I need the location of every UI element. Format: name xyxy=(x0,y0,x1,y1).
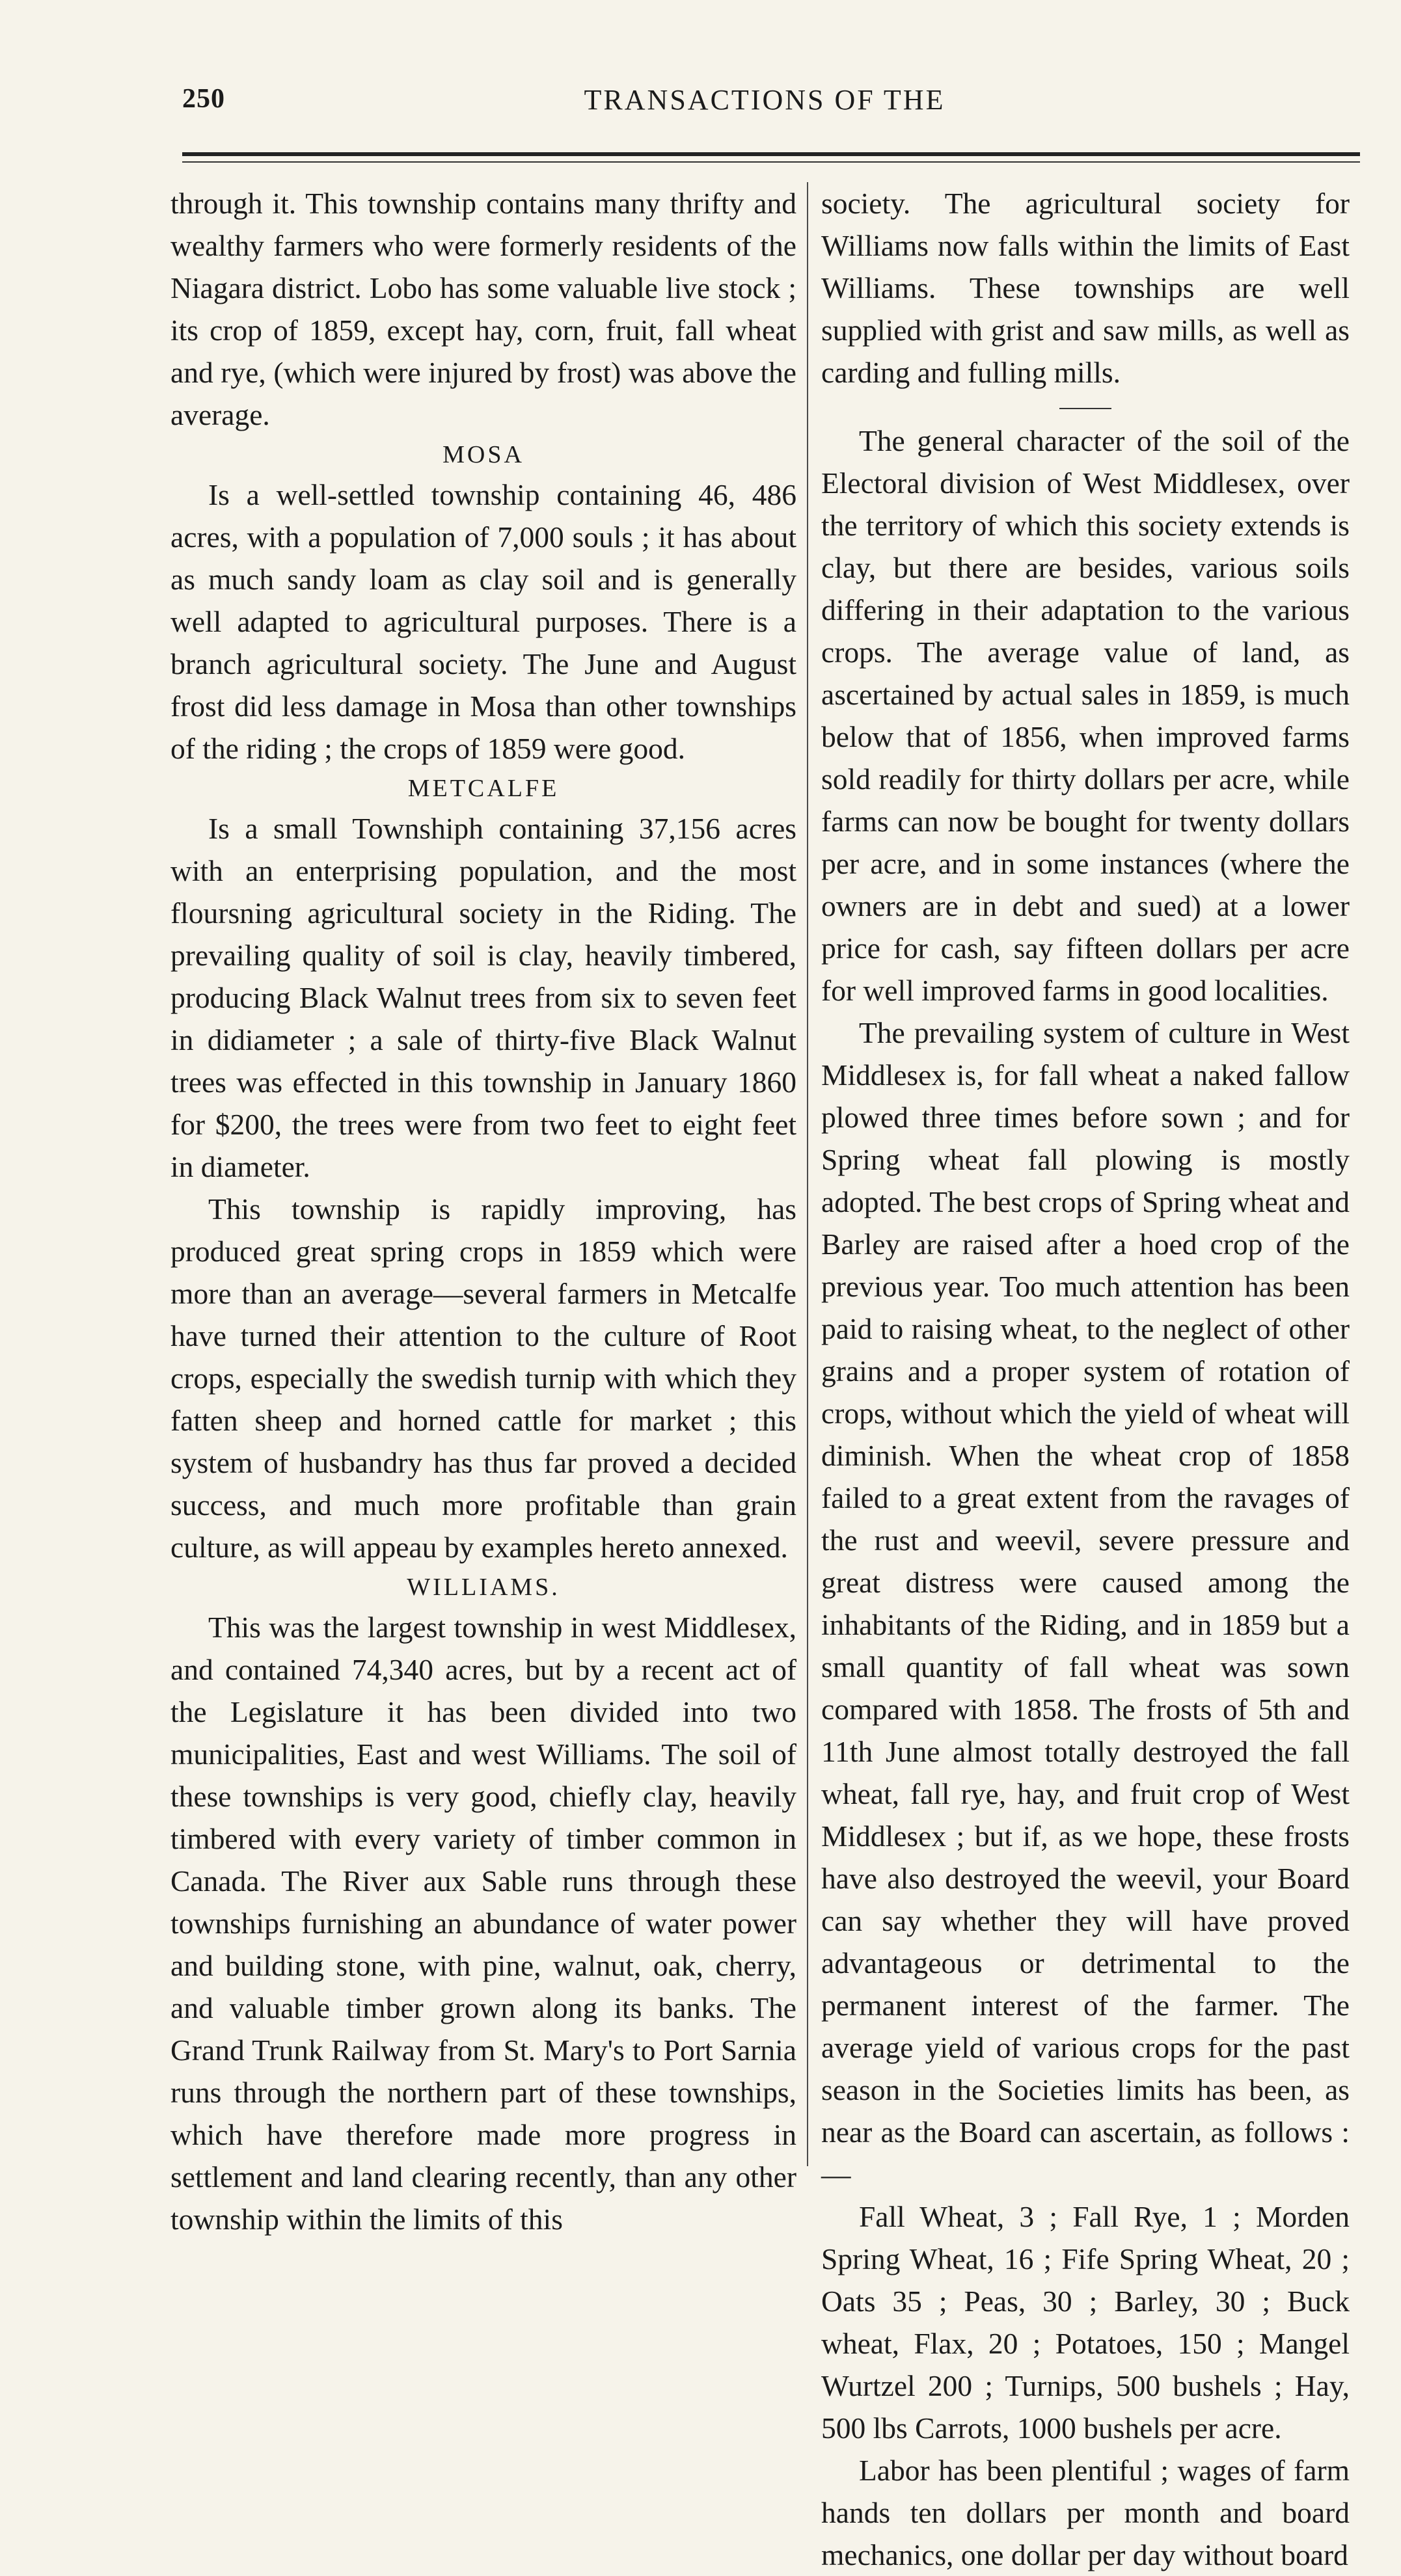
paragraph-metcalfe-2: This township is rapidly improving, has produced great spring crops in 1859 which were more than an average—several farmers in Metcalfe have turned their attention to the culture of Root crops, especially the swedish turnip with which they fatten sheep and horned cattle for market ; this system of husbandry has thus far proved a decided success, and much more profitable than grain culture, as will appeau by examples hereto annexed. xyxy=(170,1192,796,1564)
running-head: TRANSACTIONS OF THE xyxy=(584,84,945,116)
paragraph-society-continued: society. The agricultural society for Williams now falls within the limits of East Williams. These townships are well supplied with grist and saw mills, as well as carding and fulling mills. xyxy=(821,187,1350,389)
left-column xyxy=(170,182,796,2236)
header-rule-thin xyxy=(182,161,1360,163)
paragraph-mosa: Is a well-settled township containing 46, 486 acres, with a population of 7,000 souls ; it has about as much sandy loam as clay soil and is generally well adapted to agricultural purposes. There is a branch agricultural society. The June and August frost did less damage in Mosa than other townships of the riding ; the crops of 1859 were good. xyxy=(170,478,796,765)
paragraph-williams: This was the largest township in west Middlesex, and contained 74,340 acres, but by a recent act of the Legislature it has been divided into two municipalities, East and west Williams. The soil of these townships is very good, chiefly clay, heavily timbered with every variety of timber common in Canada. The River aux Sable runs through these townships furnishing an abundance of water power and building stone, with pine, walnut, oak, cherry, and valuable timber grown along its banks. The Grand Trunk Railway from St. Mary's to Port Sarnia runs through the northern part of these townships, which have therefore made more progress in settlement and land clearing recently, than any other township within the limits of this xyxy=(170,1611,796,2236)
paragraph-culture-system: The prevailing system of culture in West Middlesex is, for fall wheat a naked fallow plowed three times before sown ; and for Spring wheat fall plowing is mostly adopted. The best crops of Spring wheat and Barley are raised after a hoed crop of the previous year. Too much attention has been paid to raising wheat, to the neglect of other grains and a proper system of rotation of crops, without which the yield of wheat will diminish. When the wheat crop of 1858 failed to a great extent from the ravages of the rust and weevil, severe pressure and great distress were caused among the inhabitants of the Riding, and in 1859 but a small quantity of fall wheat was sown compared with 1858. The frosts of 5th and 11th June almost totally destroyed the fall wheat, fall rye, hay, and fruit crop of West Middlesex ; but if, as we hope, these frosts have also destroyed the weevil, your Board can say whether they will have proved advantageous or detrimental to the permanent interest of the farmer. The average yield of various crops for the past season in the Societies limits has been, as near as the Board can ascertain, as follows :— xyxy=(821,1016,1350,2191)
heading-mosa: MOSA xyxy=(442,441,524,468)
column-divider xyxy=(807,182,808,2166)
page-header xyxy=(169,77,1360,135)
paragraph-labor: Labor has been plentiful ; wages of farm hands ten dollars per month and board mechanics, one dollar per day without board xyxy=(821,2454,1350,2571)
page-number: 250 xyxy=(182,84,225,114)
heading-williams: WILLIAMS. xyxy=(407,1574,560,1601)
section-rule xyxy=(1059,408,1111,409)
paragraph-soil-character: The general character of the soil of the Electoral division of West Middlesex, over the territory of which this society extends is clay, but there are besides, various soils differing in their adaptation to the various crops. The average value of land, as ascertained by actual sales in 1859, is much below that of 1856, when improved farms sold readily for thirty dollars per acre, while farms can now be bought for twenty dollars per acre, and in some instances (where the owners are in debt and sued) at a lower price for cash, say fifteen dollars per acre for well improved farms in good localities. xyxy=(821,424,1350,1007)
heading-metcalfe: METCALFE xyxy=(407,775,560,802)
paragraph-lobo-continued: through it. This township contains many thrifty and wealthy farmers who were formerly residents of the Niagara district. Lobo has some valuable live stock ; its crop of 1859, except hay, corn, fruit, fall wheat and rye, (which were injured by frost) was above the average. xyxy=(170,187,796,431)
header-rule-thick xyxy=(182,152,1360,156)
paragraph-metcalfe-1: Is a small Townshiph containing 37,156 acres with an enterprising population, and the most floursning agricultural society in the Riding. The prevailing quality of soil is clay, heavily timbered, producing Black Walnut trees from six to seven feet in didiameter ; a sale of thirty-five Black Walnut trees was effected in this township in January 1860 for $200, the trees were from two feet to eight feet in diameter. xyxy=(170,812,796,1183)
paragraph-crop-yields: Fall Wheat, 3 ; Fall Rye, 1 ; Morden Spring Wheat, 16 ; Fife Spring Wheat, 20 ; Oats 35 ; Peas, 30 ; Barley, 30 ; Buck wheat, Flax, 20 ; Potatoes, 150 ; Mangel Wurtzel 200 ; Turnips, 500 bushels ; Hay, 500 lbs Carrots, 1000 bushels per acre. xyxy=(821,2200,1350,2445)
right-column xyxy=(821,182,1350,2571)
